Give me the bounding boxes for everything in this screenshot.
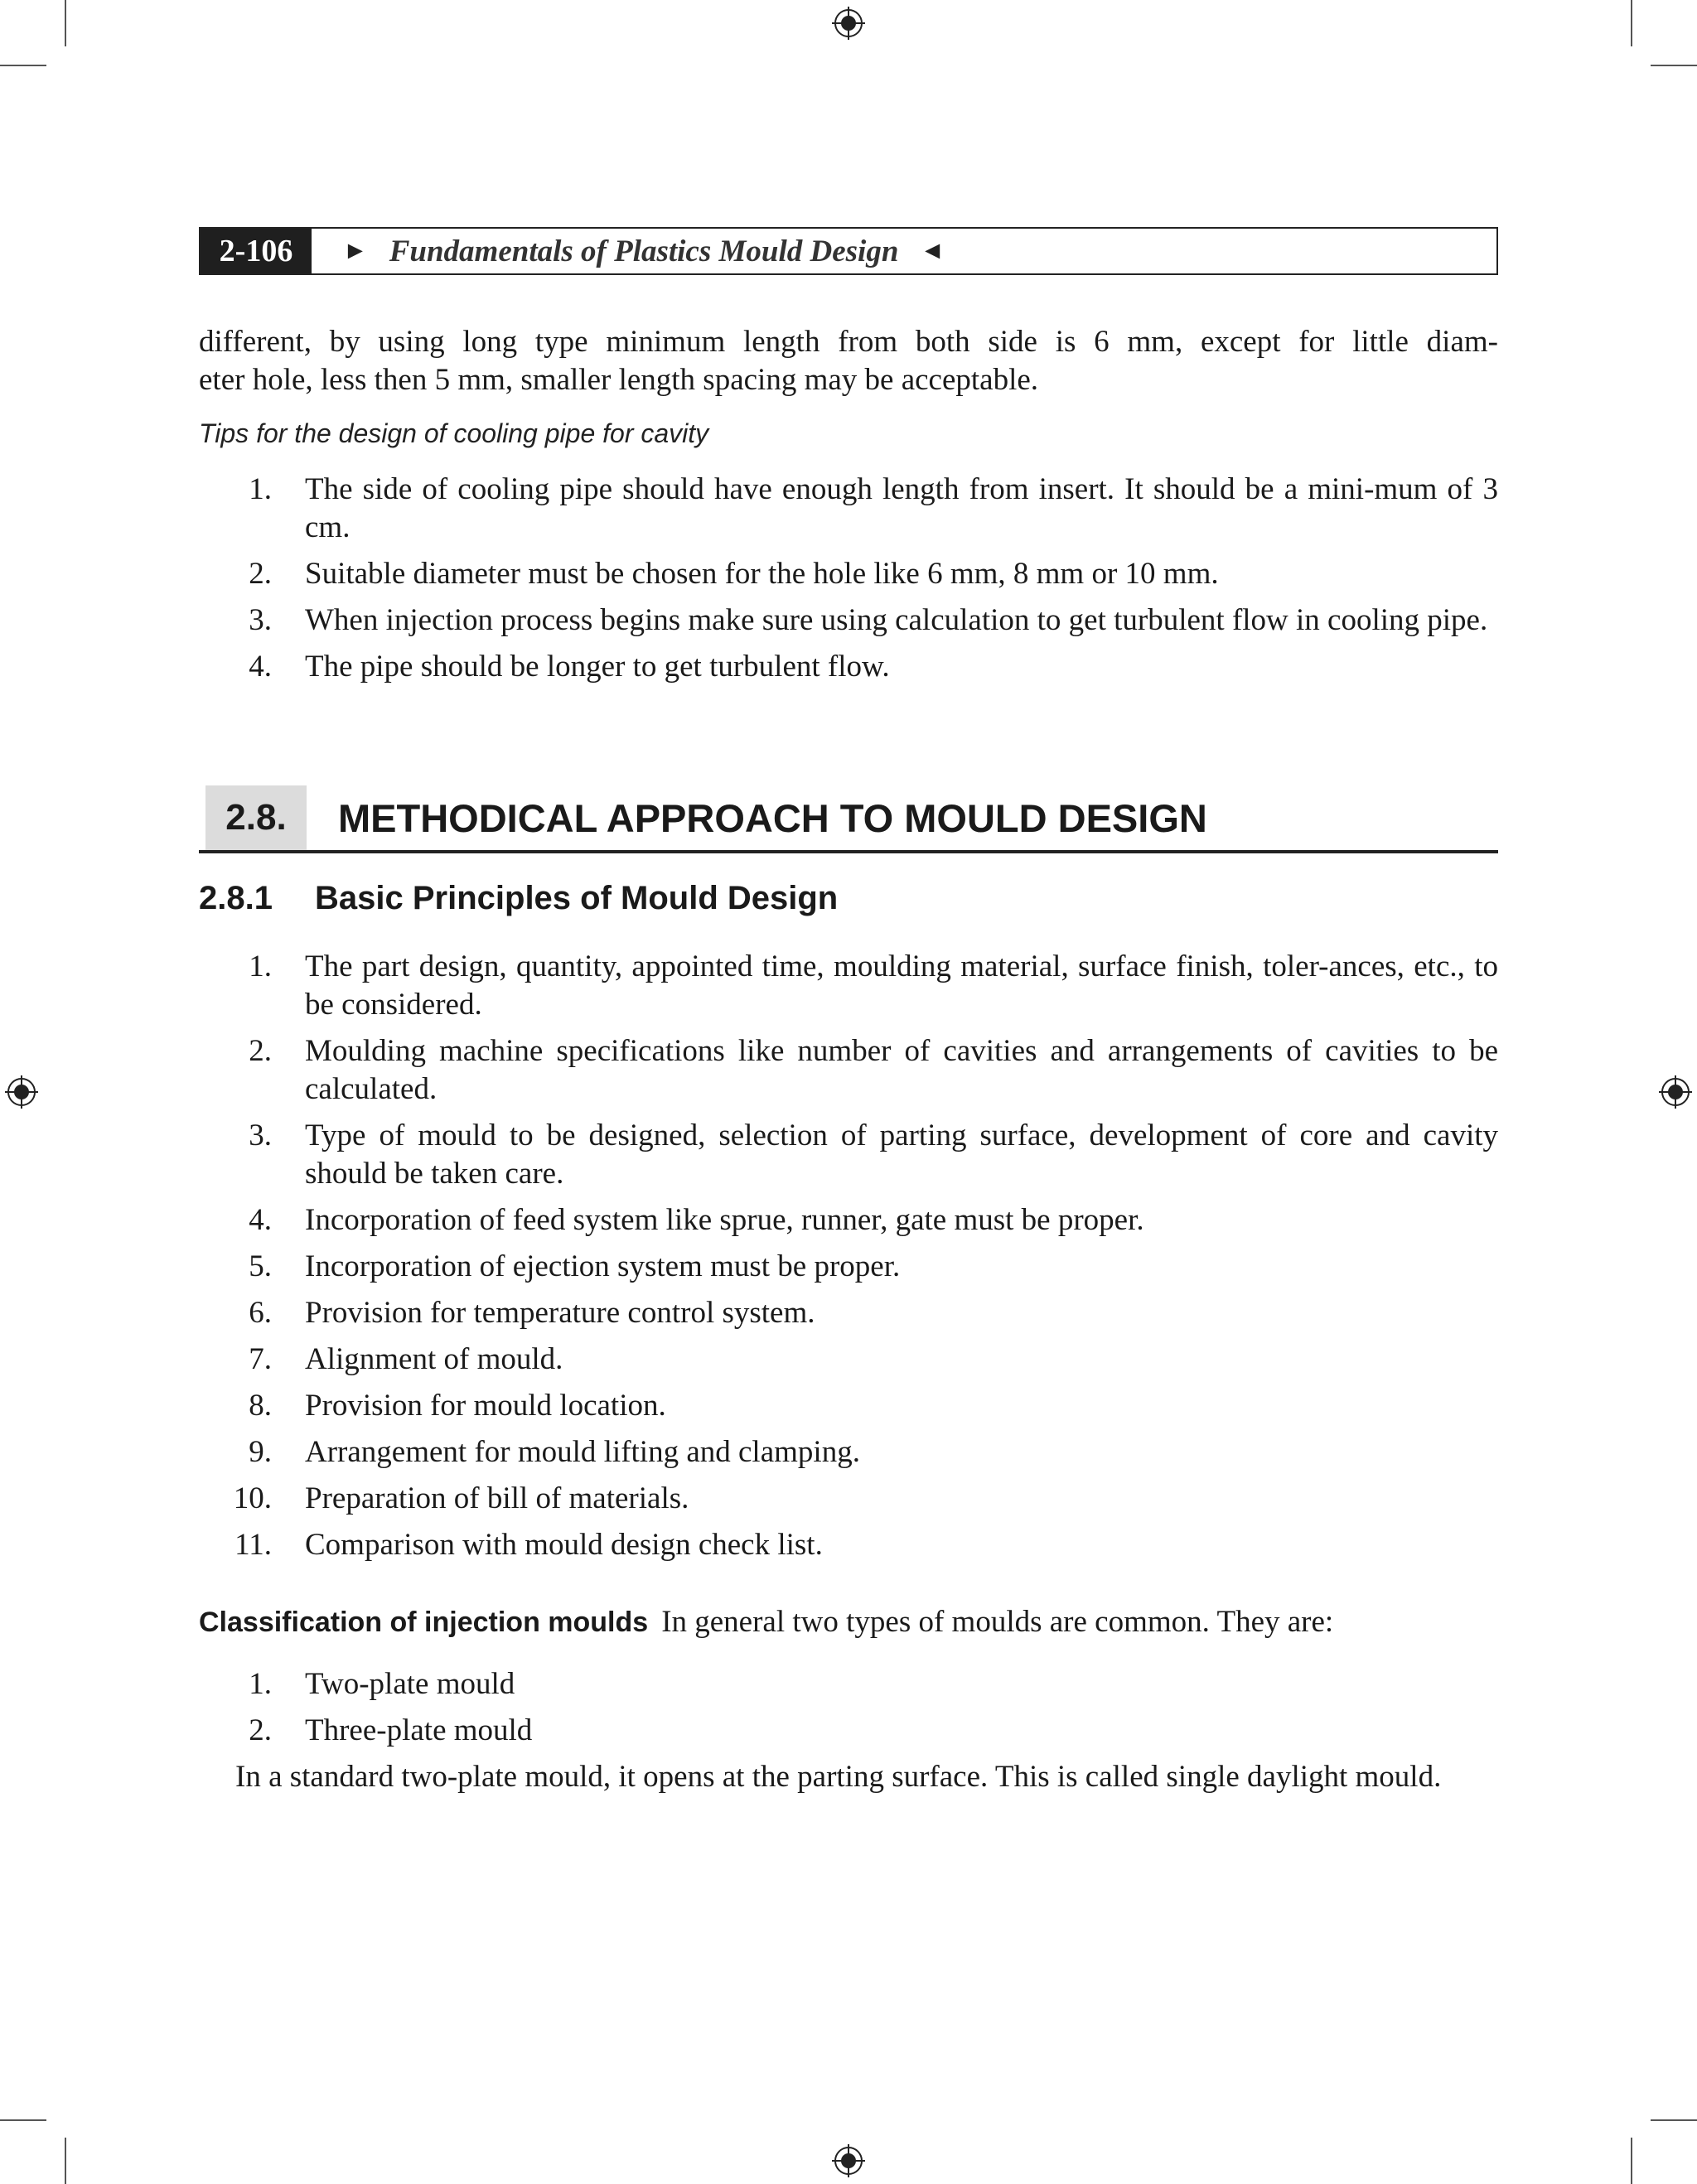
list-item: 10. Preparation of bill of materials. — [233, 1481, 689, 1515]
list-item: 1. The side of cooling pipe should have enough length from insert. It should be a mini-mum of 3 cm. — [249, 472, 1498, 544]
tips-list — [199, 471, 1498, 694]
list-item: 7. Alignment of mould. — [249, 1342, 563, 1376]
list-item: 4. The pipe should be longer to get turbulent flow. — [249, 650, 890, 684]
crop-mark — [1631, 0, 1632, 46]
classification-lead: Classification of injection moulds — [199, 1607, 649, 1638]
list-item: 6. Provision for temperature control system. — [249, 1296, 815, 1330]
running-header — [199, 227, 1498, 275]
classification-text: In general two types of moulds are common. They are: — [661, 1605, 1334, 1639]
intro-line-1: different, by using long type minimum length from both side is 6 mm, except for little diam- — [199, 325, 1498, 359]
list-item: 11. Comparison with mould design check list. — [234, 1528, 823, 1562]
crop-mark — [65, 0, 66, 46]
registration-mark-icon — [1659, 1075, 1692, 1109]
book-title: Fundamentals of Plastics Mould Design — [389, 234, 899, 268]
classification-paragraph — [199, 1603, 1498, 1641]
subsection-title: Basic Principles of Mould Design — [315, 880, 839, 916]
list-item: 1. The part design, quantity, appointed time, moulding material, surface finish, toler-ances, etc., to be considered. — [249, 949, 1498, 1022]
list-item: 4. Incorporation of feed system like sprue, runner, gate must be proper. — [249, 1203, 1144, 1237]
list-item: 1. Two-plate mould — [249, 1667, 515, 1701]
crop-mark — [1631, 2138, 1632, 2184]
subsection-heading — [199, 880, 838, 917]
crop-mark — [65, 2138, 66, 2184]
classification-list — [199, 1665, 1498, 1758]
left-arrow-icon: ◄ — [920, 237, 945, 264]
right-arrow-icon: ► — [343, 237, 368, 264]
list-item: 9. Arrangement for mould lifting and clamping. — [249, 1435, 860, 1469]
book-title-group — [343, 234, 945, 269]
tips-title: Tips for the design of cooling pipe for cavity — [199, 418, 709, 448]
page-number: 2-106 — [201, 229, 312, 273]
registration-mark-icon — [832, 2144, 865, 2177]
intro-line-2: eter hole, less then 5 mm, smaller length spacing may be acceptable. — [199, 363, 1039, 397]
crop-mark — [1651, 65, 1697, 66]
crop-mark — [0, 65, 46, 66]
list-item: 3. When injection process begins make sure using calculation to get turbulent flow in cooling pipe. — [249, 603, 1488, 637]
section-number: 2.8. — [205, 785, 307, 850]
final-paragraph: In a standard two-plate mould, it opens at the parting surface. This is called single daylight mould. — [235, 1760, 1442, 1794]
list-item: 2. Moulding machine specifications like number of cavities and arrangements of cavities to be calculated. — [249, 1034, 1498, 1106]
registration-mark-icon — [5, 1075, 38, 1109]
principles-list — [199, 948, 1498, 1573]
section-title: METHODICAL APPROACH TO MOULD DESIGN — [338, 795, 1207, 840]
list-item: 3. Type of mould to be designed, selection of parting surface, development of core and cavity should be taken care. — [249, 1119, 1498, 1191]
list-item: 2. Three-plate mould — [249, 1713, 533, 1747]
section-heading — [199, 785, 1498, 853]
crop-mark — [0, 2119, 46, 2121]
subsection-number: 2.8.1 — [199, 880, 273, 916]
list-item: 5. Incorporation of ejection system must be proper. — [249, 1249, 901, 1283]
list-item: 8. Provision for mould location. — [249, 1389, 666, 1423]
list-item: 2. Suitable diameter must be chosen for the hole like 6 mm, 8 mm or 10 mm. — [249, 557, 1219, 591]
crop-mark — [1651, 2119, 1697, 2121]
intro-paragraph — [199, 323, 1498, 399]
registration-mark-icon — [832, 7, 865, 40]
